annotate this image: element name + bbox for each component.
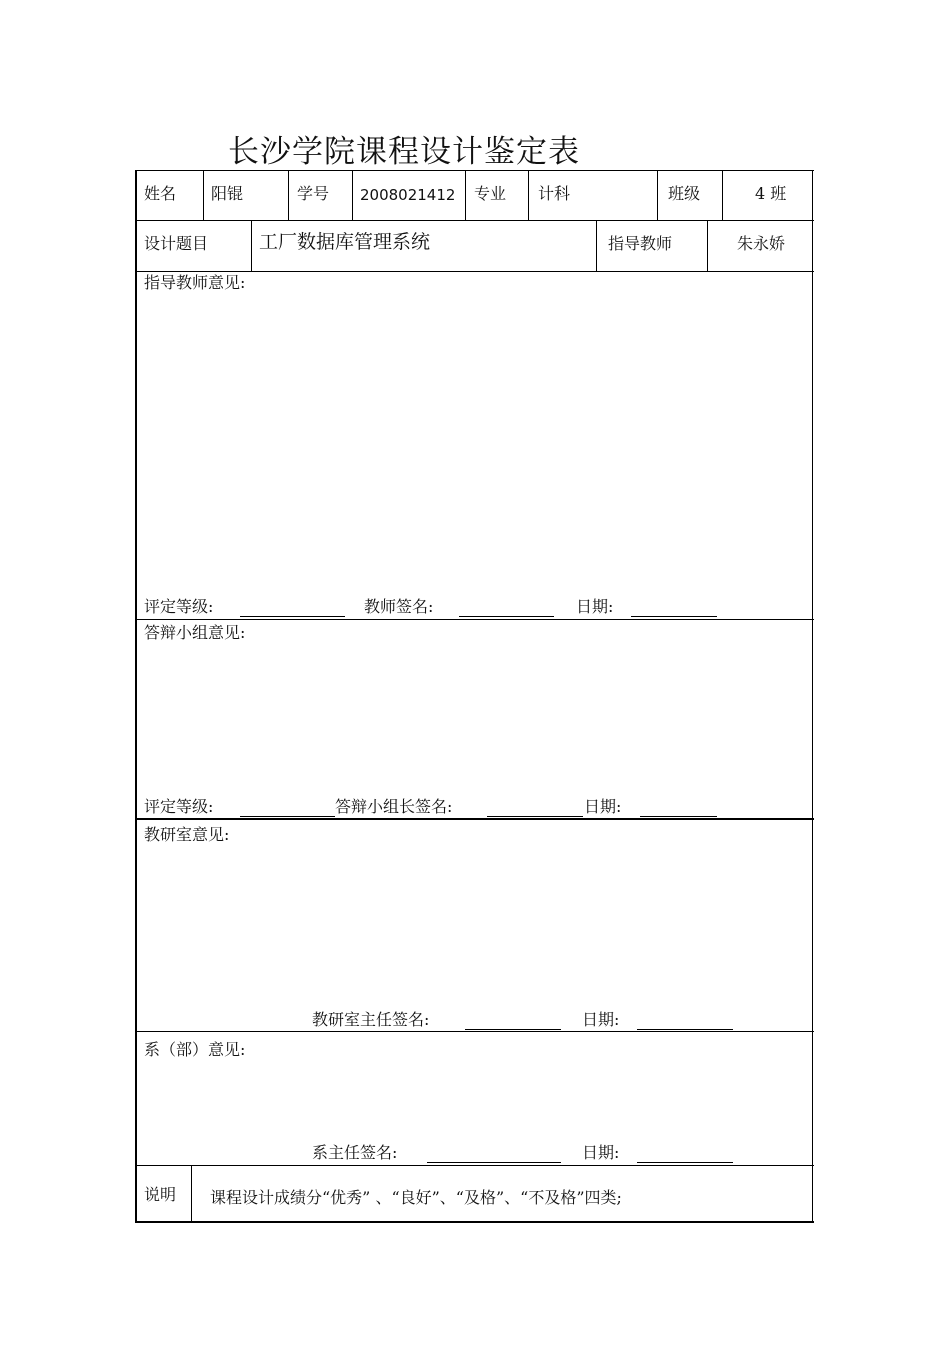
panel-signature-label: 答辩小组长签名: bbox=[335, 797, 453, 816]
row-divider-1 bbox=[135, 220, 814, 221]
panel-grade-blank bbox=[240, 816, 335, 817]
row-divider-2 bbox=[135, 271, 814, 272]
row1-divider bbox=[722, 170, 723, 221]
dept-date-blank bbox=[637, 1029, 733, 1030]
panel-opinion-heading: 答辩小组意见: bbox=[144, 623, 246, 642]
class-value: 4 班 bbox=[755, 184, 787, 203]
faculty-opinion-heading: 系（部）意见: bbox=[144, 1040, 246, 1059]
panel-signature-blank bbox=[487, 816, 583, 817]
student-id-value: 2008021412 bbox=[360, 186, 456, 204]
advisor-label: 指导教师 bbox=[608, 234, 673, 253]
note-divider bbox=[191, 1165, 192, 1222]
row2-divider bbox=[596, 220, 597, 272]
class-label: 班级 bbox=[668, 184, 701, 203]
design-topic-value: 工厂数据库管理系统 bbox=[259, 231, 431, 253]
form-title: 长沙学院课程设计鉴定表 bbox=[228, 134, 580, 170]
advisor-date-label: 日期: bbox=[576, 597, 614, 616]
dept-date-label: 日期: bbox=[582, 1010, 620, 1029]
row2-divider bbox=[251, 220, 252, 272]
name-value: 阳锟 bbox=[211, 184, 244, 203]
student-id-label: 学号 bbox=[297, 184, 330, 203]
name-label: 姓名 bbox=[144, 184, 177, 203]
appraisal-form bbox=[135, 170, 814, 1223]
row1-divider bbox=[657, 170, 658, 221]
panel-date-blank bbox=[640, 816, 717, 817]
faculty-signature-blank bbox=[427, 1162, 561, 1163]
panel-grade-label: 评定等级: bbox=[144, 797, 214, 816]
row-divider-5 bbox=[135, 1031, 814, 1032]
panel-date-label: 日期: bbox=[584, 797, 622, 816]
major-value: 计科 bbox=[538, 184, 571, 203]
form-border-top bbox=[135, 170, 814, 171]
form-border-right bbox=[812, 170, 813, 1223]
dept-signature-label: 教研室主任签名: bbox=[312, 1010, 430, 1029]
advisor-date-blank bbox=[631, 616, 717, 617]
advisor-signature-blank bbox=[459, 616, 554, 617]
faculty-date-label: 日期: bbox=[582, 1143, 620, 1162]
advisor-value: 朱永娇 bbox=[737, 234, 786, 253]
form-border-bottom bbox=[135, 1221, 814, 1223]
dept-opinion-heading: 教研室意见: bbox=[144, 825, 230, 844]
form-border-left bbox=[135, 170, 137, 1223]
row1-divider bbox=[203, 170, 204, 221]
row-divider-3 bbox=[135, 619, 814, 620]
faculty-signature-label: 系主任签名: bbox=[312, 1143, 398, 1162]
faculty-date-blank bbox=[637, 1162, 733, 1163]
advisor-grade-blank bbox=[240, 616, 345, 617]
row1-divider bbox=[465, 170, 466, 221]
advisor-grade-label: 评定等级: bbox=[144, 597, 214, 616]
advisor-signature-label: 教师签名: bbox=[364, 597, 434, 616]
row1-divider bbox=[528, 170, 529, 221]
note-label: 说明 bbox=[144, 1185, 177, 1204]
row2-divider bbox=[707, 220, 708, 272]
design-topic-label: 设计题目 bbox=[144, 234, 209, 253]
advisor-opinion-heading: 指导教师意见: bbox=[144, 273, 246, 292]
row-divider-4 bbox=[135, 818, 814, 820]
dept-signature-blank bbox=[465, 1029, 561, 1030]
note-text: 课程设计成绩分“优秀” 、“良好”、“及格”、“不及格”四类; bbox=[210, 1188, 622, 1207]
row1-divider bbox=[288, 170, 289, 221]
major-label: 专业 bbox=[474, 184, 507, 203]
row-divider-6 bbox=[135, 1165, 814, 1166]
row1-divider bbox=[352, 170, 353, 221]
